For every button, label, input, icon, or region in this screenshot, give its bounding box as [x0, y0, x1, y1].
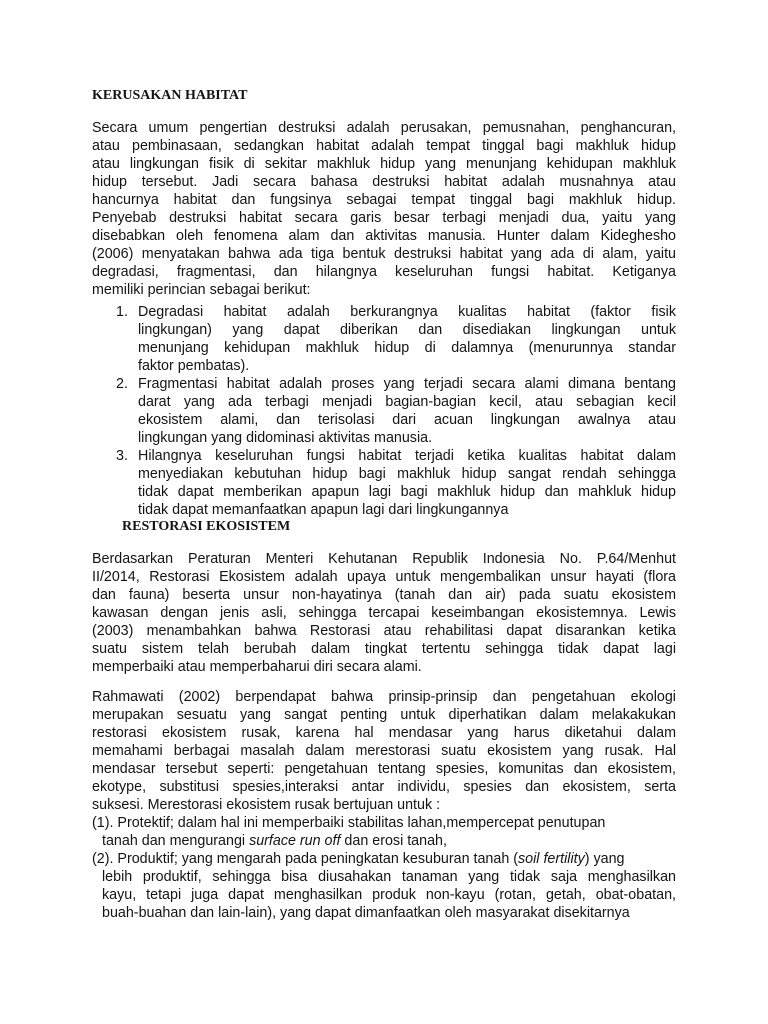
text-line: (2006) menyatakan bahwa ada tiga bentuk destruksi habitat yang ada di alam, yaitu [92, 246, 676, 262]
section-heading-restorasi-ekosistem: RESTORASI EKOSISTEM [122, 519, 291, 534]
point-produktif-line: kayu, tetapi juga dapat menghasilkan produk non-kayu (rotan, getah, obat-obatan, [102, 887, 676, 903]
italic-term: soil fertility [518, 851, 585, 867]
text-line: II/2014, Restorasi Ekosistem adalah upaya untuk mengembalikan unsur hayati (flora [92, 569, 676, 585]
text-line: (2003) menambahkan bahwa Restorasi atau rehabilitasi dapat disarankan ketika [92, 623, 676, 639]
text-line: restorasi ekosistem rusak, karena hal mendasar yang harus diketahui dalam [92, 725, 676, 741]
text-line: merupakan sesuatu yang sangat penting untuk diperhatikan dalam melakakukan [92, 707, 676, 723]
point-protektif-line: (1). Protektif; dalam hal ini memperbaiki stabilitas lahan,mempercepat penutupan [92, 815, 606, 831]
paragraph-prinsip-ekologi [92, 688, 676, 922]
point-produktif-line: lebih produktif, sehingga bisa diusahakan tanaman yang tidak saja menghasilkan [102, 869, 676, 885]
text-line: suatu sistem telah berubah dalam tingkat tertentu sehingga tidak dapat lagi [92, 641, 676, 657]
text-line: atau pembinasaan, sedangkan habitat adalah tempat tinggal bagi makhluk hidup [92, 138, 676, 154]
text-line: menyediakan kebutuhan hidup bagi makhluk hidup sangat rendah sehingga [138, 466, 676, 482]
text-line: hancurnya habitat dan fungsinya sebagai tempat tinggal bagi makhluk hidup. [92, 192, 676, 208]
text-line: Rahmawati (2002) berpendapat bahwa prinsip-prinsip dan pengetahuan ekologi [92, 689, 676, 705]
point-produktif-line [92, 850, 676, 868]
text-line: memperbaiki atau memperbaharui diri secara alami. [92, 659, 422, 675]
text-line: ekotype, substitusi spesies,interaksi antar individu, spesies dan ekosistem, serta [92, 779, 676, 795]
text-line: ekosistem alami, dan terisolasi dari acuan lingkungan awalnya atau [138, 412, 676, 428]
text-line: tidak dapat memanfaatkan apapun lagi dari lingkungannya [138, 502, 509, 518]
text-line: Secara umum pengertian destruksi adalah perusakan, pemusnahan, penghancuran, [92, 120, 676, 136]
text-fragment: ) yang [584, 851, 625, 867]
text-line: lingkungan yang didominasi aktivitas manusia. [138, 430, 433, 446]
text-line: memahami berbagai masalah dalam merestorasi suatu ekosistem yang rusak. Hal [92, 743, 676, 759]
text-line: atau lingkungan fisik di sekitar makhluk hidup yang menunjang kehidupan makhluk [92, 156, 676, 172]
list-item-fragmentasi [92, 375, 676, 447]
list-item-hilangnya-fungsi [92, 447, 676, 519]
text-line: mendasar tersebut seperti: pengetahuan tentang spesies, komunitas dan ekosistem, [92, 761, 676, 777]
list-number: 3. [116, 448, 128, 464]
text-line: kawasan dengan jenis asli, sehingga tercapai keseimbangan ekosistemnya. Lewis [92, 605, 676, 621]
text-line: dan fauna) beserta unsur non-hayatinya (tanah dan air) pada suatu ekosistem [92, 587, 676, 603]
italic-term: surface run off [249, 833, 341, 849]
list-number: 2. [116, 376, 128, 392]
text-fragment: (2). Produktif; yang mengarah pada peningkatan kesuburan tanah ( [92, 851, 519, 867]
text-line: Fragmentasi habitat adalah proses yang terjadi secara alami dimana bentang [138, 376, 676, 392]
text-line: memiliki perincian sebagai berikut: [92, 282, 311, 298]
text-fragment: tanah dan mengurangi [102, 833, 250, 849]
list-item-degradasi [92, 303, 676, 375]
point-protektif-line [92, 832, 676, 850]
text-line: lingkungan) yang dapat diberikan dan disediakan lingkungan untuk [138, 322, 676, 338]
point-produktif-line: buah-buahan dan lain-lain), yang dapat dimanfaatkan oleh masyarakat disekitarnya [102, 905, 630, 921]
paragraph-restorasi-definisi [92, 550, 676, 676]
text-line: hidup tersebut. Jadi secara bahasa destruksi habitat adalah musnahnya atau [92, 174, 676, 190]
section-heading-kerusakan-habitat: KERUSAKAN HABITAT [92, 88, 248, 103]
paragraph-destruksi-habitat [92, 119, 676, 299]
text-line: suksesi. Merestorasi ekosistem rusak bertujuan untuk : [92, 797, 441, 813]
text-line: Degradasi habitat adalah berkurangnya kualitas habitat (faktor fisik [138, 304, 676, 320]
text-line: disebabkan oleh fenomena alam dan aktivitas manusia. Hunter dalam Kideghesho [92, 228, 676, 244]
destruction-types-list [92, 303, 676, 519]
list-number: 1. [116, 304, 128, 320]
text-line: menunjang kehidupan makhluk hidup di dalamnya (menurunnya standar [138, 340, 676, 356]
text-line: faktor pembatas). [138, 358, 250, 374]
text-line: Hilangnya keseluruhan fungsi habitat terjadi ketika kualitas habitat dalam [138, 448, 676, 464]
text-line: Berdasarkan Peraturan Menteri Kehutanan Republik Indonesia No. P.64/Menhut [92, 551, 676, 567]
text-line: darat yang ada terbagi menjadi bagian-bagian kecil, atau sebagian kecil [138, 394, 676, 410]
text-line: tidak dapat memberikan apapun lagi bagi makhluk hidup dan mahkluk hidup [138, 484, 676, 500]
text-line: degradasi, fragmentasi, dan hilangnya keseluruhan fungsi habitat. Ketiganya [92, 264, 676, 280]
text-fragment: dan erosi tanah, [340, 833, 447, 849]
text-line: Penyebab destruksi habitat secara garis besar terbagi menjadi dua, yaitu yang [92, 210, 676, 226]
